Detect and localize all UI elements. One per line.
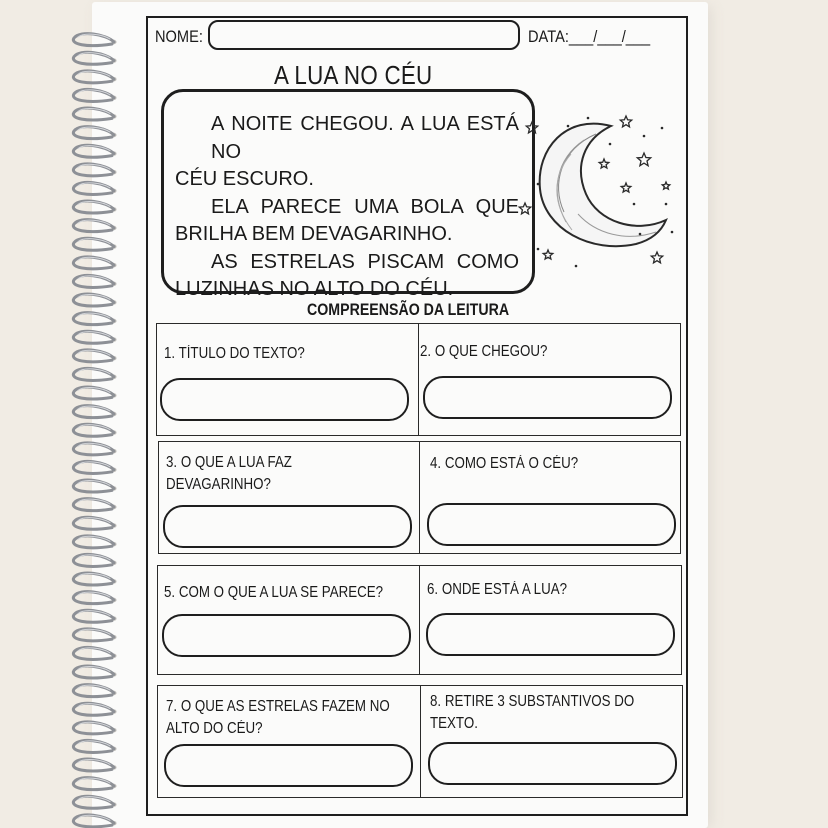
story-line: AS ESTRELAS PISCAM COMO	[211, 250, 519, 273]
answer-field-5[interactable]	[162, 614, 411, 657]
question-8	[430, 691, 667, 735]
sparkle-dot	[661, 127, 664, 130]
sparkle-dot	[665, 203, 668, 206]
date-field[interactable]: DATA:___/___/___	[528, 27, 651, 46]
star-icon	[662, 182, 670, 189]
question-3-line: DEVAGARINHO?	[166, 476, 271, 493]
question-8-line: TEXTO.	[430, 715, 478, 732]
question-6: 6. ONDE ESTÁ A LUA?	[427, 581, 568, 598]
question-3-line: 3. O QUE A LUA FAZ	[166, 454, 292, 471]
answer-field-8[interactable]	[428, 742, 677, 785]
answer-field-7[interactable]	[164, 744, 413, 787]
star-icon	[519, 203, 530, 214]
name-field[interactable]	[208, 20, 520, 50]
story-line: LUZINHAS NO ALTO DO CÉU.	[175, 278, 454, 300]
question-4: 4. COMO ESTÁ O CÉU?	[430, 455, 579, 472]
question-7-line: ALTO DO CÉU?	[166, 720, 263, 737]
sparkle-dot	[537, 248, 540, 251]
sparkle-dot	[643, 135, 646, 138]
sparkle-dot	[609, 143, 612, 146]
question-5: 5. COM O QUE A LUA SE PARECE?	[164, 584, 384, 601]
question-1: 1. TÍTULO DO TEXTO?	[164, 345, 305, 362]
star-icon	[651, 252, 662, 263]
moon-illustration	[516, 104, 676, 274]
question-7	[166, 696, 426, 740]
star-icon	[599, 159, 609, 168]
star-icon	[543, 250, 553, 259]
story-line: CÉU ESCURO.	[175, 168, 314, 190]
spiral-binding-icon	[66, 28, 124, 828]
sparkle-dot	[567, 125, 570, 128]
answer-field-4[interactable]	[427, 503, 676, 546]
star-icon	[620, 116, 631, 127]
question-3	[166, 452, 312, 496]
sparkle-dot	[633, 203, 636, 206]
answer-field-1[interactable]	[160, 378, 409, 421]
story-text	[175, 111, 519, 304]
story-line: BRILHA BEM DEVAGARINHO.	[175, 223, 453, 245]
question-8-line: 8. RETIRE 3 SUBSTANTIVOS DO	[430, 693, 635, 710]
star-icon	[526, 122, 537, 133]
answer-field-6[interactable]	[426, 613, 675, 656]
star-icon	[637, 153, 650, 166]
story-line: A NOITE CHEGOU. A LUA ESTÁ NO	[211, 113, 519, 163]
star-icon	[621, 183, 631, 192]
crescent-moon-icon	[540, 124, 666, 247]
sparkle-dot	[537, 183, 540, 186]
sparkle-dot	[671, 231, 674, 234]
question-7-line: 7. O QUE AS ESTRELAS FAZEM NO	[166, 698, 390, 715]
sparkle-dot	[587, 117, 590, 120]
page-title: A LUA NO CÉU	[274, 60, 433, 90]
story-line: ELA PARECE UMA BOLA QUE	[211, 195, 519, 218]
question-2: 2. O QUE CHEGOU?	[420, 343, 548, 360]
section-title: COMPREENSÃO DA LEITURA	[307, 301, 510, 319]
sparkle-dot	[639, 233, 642, 236]
answer-field-3[interactable]	[163, 505, 412, 548]
sparkle-dot	[575, 265, 578, 268]
answer-field-2[interactable]	[423, 376, 672, 419]
name-label: NOME:	[155, 27, 203, 46]
